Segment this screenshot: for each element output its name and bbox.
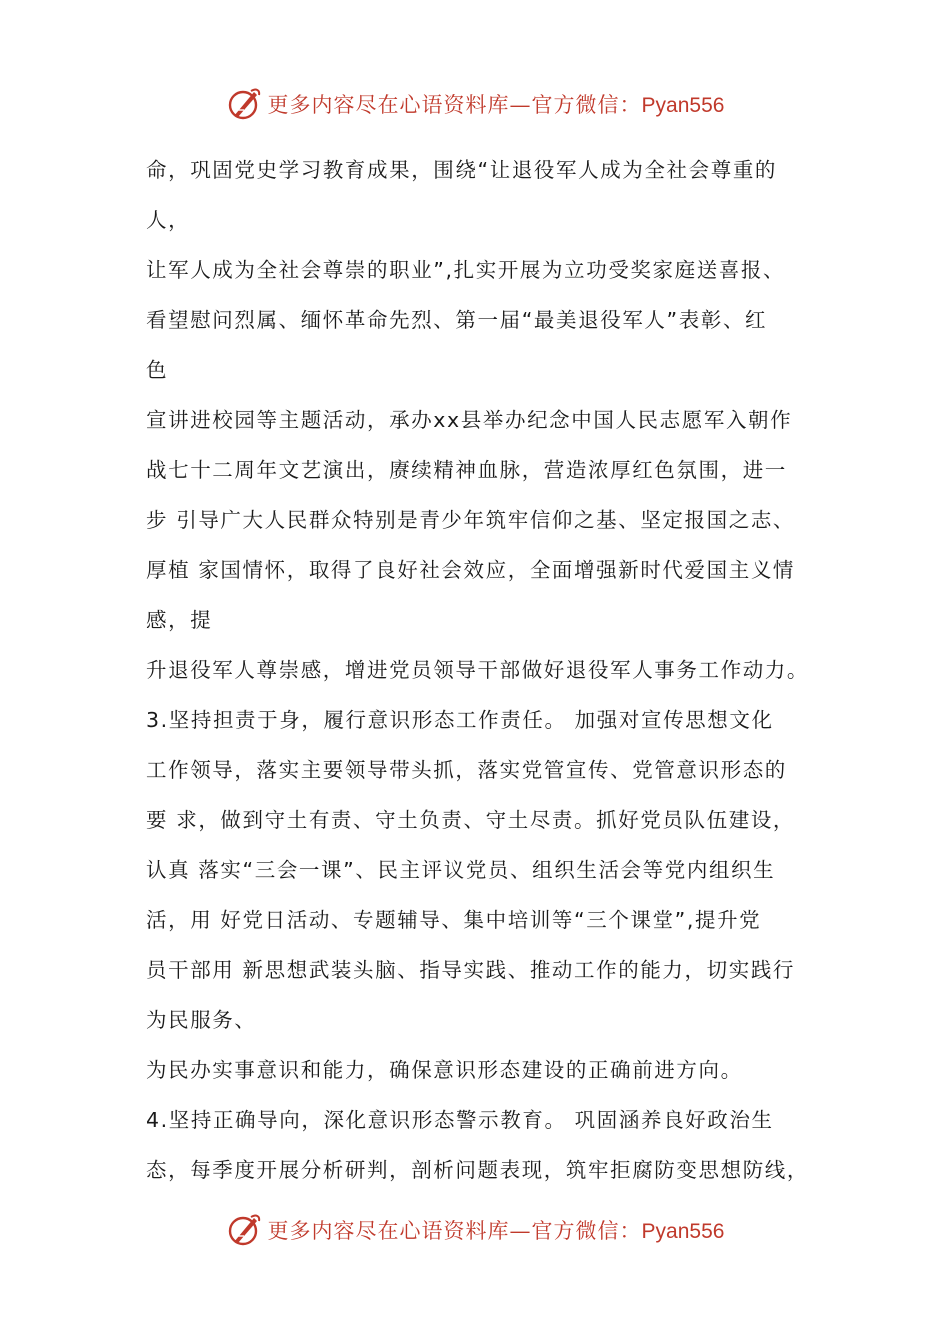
watermark-text: 更多内容尽在心语资料库—官方微信：Pyan556 [267, 1219, 725, 1243]
text-line: 感，提 [146, 608, 213, 632]
quill-logo-icon [226, 86, 262, 122]
text-line: 为民办实事意识和能力，确保意识形态建设的正确前进方向。 [146, 1058, 743, 1082]
document-body [146, 145, 816, 1195]
text-line: 态，每季度开展分析研判，剖析问题表现，筑牢拒腐防变思想防线， [146, 1158, 809, 1182]
text-line: 命，巩固党史学习教育成果，围绕“让退役军人成为全社会尊重的 [146, 158, 778, 182]
text-line: 认真 落实“三会一课”、民主评议党员、组织生活会等党内组织生 [146, 858, 776, 882]
footer-watermark [0, 1208, 950, 1252]
text-line: 要 求，做到守土有责、守土负责、守土尽责。抓好党员队伍建设， [146, 808, 796, 832]
text-line: 人， [146, 208, 191, 232]
quill-logo-icon [226, 1212, 262, 1248]
header-watermark [0, 82, 950, 126]
text-line: 步 引导广大人民群众特别是青少年筑牢信仰之基、坚定报国之志、 [146, 508, 796, 532]
text-line: 4.坚持正确导向，深化意识形态警示教育。 巩固涵养良好政治生 [146, 1108, 774, 1132]
text-line: 员干部用 新思想武装头脑、指导实践、推动工作的能力，切实践行 [146, 958, 796, 982]
text-line: 为民服务、 [146, 1008, 257, 1032]
text-line: 3.坚持担责于身，履行意识形态工作责任。 加强对宣传思想文化 [146, 708, 774, 732]
text-line: 看望慰问烈属、缅怀革命先烈、第一届“最美退役军人”表彰、红 [146, 308, 768, 332]
text-line: 升退役军人尊崇感，增进党员领导干部做好退役军人事务工作动力。 [146, 658, 809, 682]
text-line: 让军人成为全社会尊崇的职业”,扎实开展为立功受奖家庭送喜报、 [146, 258, 786, 282]
text-line: 厚植 家国情怀，取得了良好社会效应，全面增强新时代爱国主义情 [146, 558, 796, 582]
text-line: 色 [146, 358, 169, 382]
text-line: 战七十二周年文艺演出，赓续精神血脉，营造浓厚红色氛围，进一 [146, 458, 787, 482]
text-line: 工作领导，落实主要领导带头抓，落实党管宣传、党管意识形态的 [146, 758, 787, 782]
watermark-text: 更多内容尽在心语资料库—官方微信：Pyan556 [267, 93, 725, 117]
text-line: 活，用 好党日活动、专题辅导、集中培训等“三个课堂”,提升党 [146, 908, 762, 932]
text-line: 宣讲进校园等主题活动，承办xx县举办纪念中国人民志愿军入朝作 [146, 408, 793, 432]
